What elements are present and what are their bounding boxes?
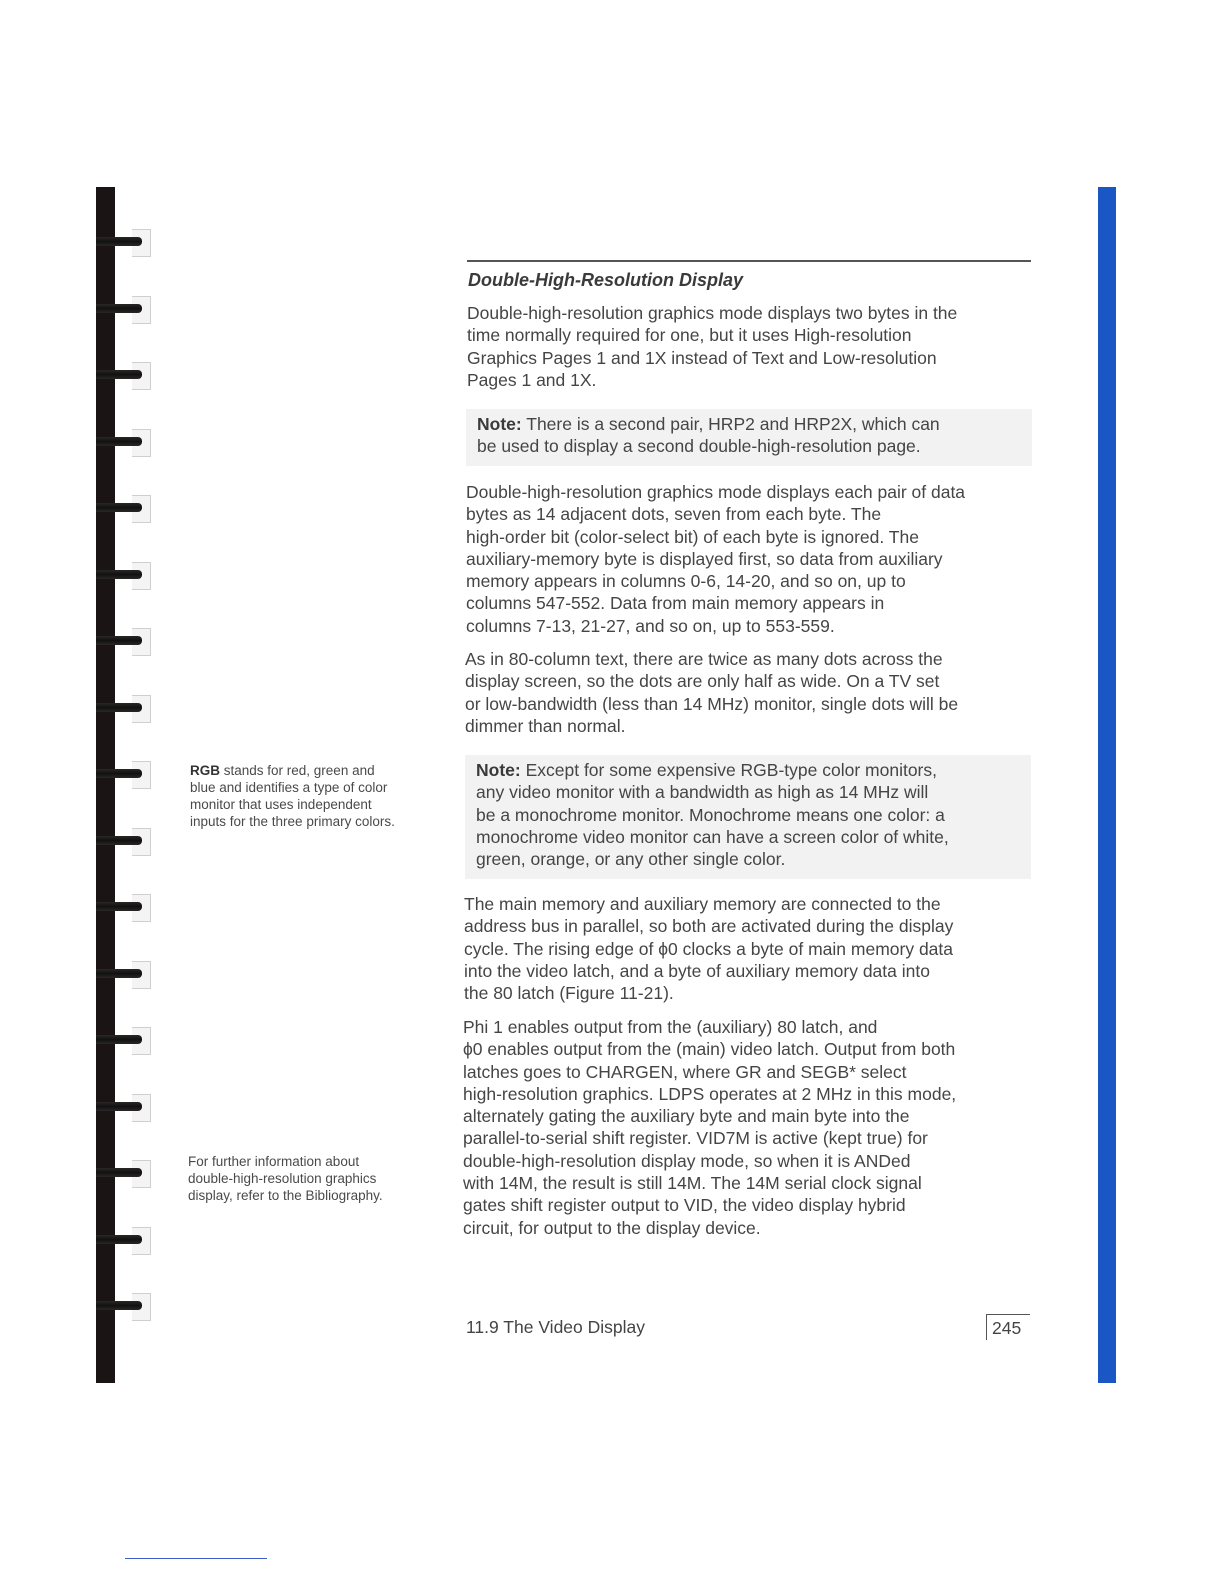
paragraph-line: high-resolution graphics. LDPS operates at 2 MHz in this mode, xyxy=(463,1083,957,1104)
spiral-loop xyxy=(96,894,154,922)
footer-section-title: 11.9 The Video Display xyxy=(466,1317,646,1337)
paragraph-line: bytes as 14 adjacent dots, seven from each byte. The xyxy=(466,504,882,525)
paragraph-line: with 14M, the result is still 14M. The 14M serial clock signal xyxy=(463,1173,922,1194)
paragraph-line: the 80 latch (Figure 11-21). xyxy=(464,983,674,1004)
note-line: be a monochrome monitor. Monochrome means one color: a xyxy=(476,804,945,825)
paragraph-line: dimmer than normal. xyxy=(465,715,626,736)
spiral-loop xyxy=(96,1160,154,1188)
sidenote-line: For further information about xyxy=(188,1154,360,1169)
binding-wire xyxy=(96,237,142,246)
spiral-loop xyxy=(96,429,154,457)
paragraph-line: circuit, for output to the display device. xyxy=(463,1217,761,1238)
spiral-loop xyxy=(96,1094,154,1122)
note-label: Note: xyxy=(477,414,522,434)
note-line: be used to display a second double-high-resolution page. xyxy=(477,436,921,457)
sidenote-term-rgb: RGB xyxy=(190,763,220,778)
paragraph-line: Phi 1 enables output from the (auxiliary) 80 latch, and xyxy=(463,1017,878,1037)
paragraph-line: latches goes to CHARGEN, where GR and SEGB* select xyxy=(463,1061,907,1082)
note-box-monochrome xyxy=(465,755,1031,879)
paragraph-line: address bus in parallel, so both are activated during the display xyxy=(464,916,954,937)
paragraph-line: Double-high-resolution graphics mode displays two bytes in the xyxy=(467,303,958,323)
paragraph-line: gates shift register output to VID, the video display hybrid xyxy=(463,1195,906,1216)
binding-wire xyxy=(96,437,142,446)
paragraph-line: Pages 1 and 1X. xyxy=(467,369,597,390)
sidenote-line: monitor that uses independent xyxy=(190,797,372,812)
spiral-loop xyxy=(96,828,154,856)
binding-wire xyxy=(96,1235,142,1244)
spiral-binding xyxy=(96,187,158,1383)
binding-wire xyxy=(96,1301,142,1310)
paragraph-line: alternately gating the auxiliary byte and main byte into the xyxy=(463,1106,910,1127)
spiral-loop xyxy=(96,695,154,723)
paragraph-line: Double-high-resolution graphics mode displays each pair of data xyxy=(466,482,966,502)
sidenote-line: blue and identifies a type of color xyxy=(190,780,388,795)
sidenote-rgb xyxy=(190,762,395,830)
paragraph-line: parallel-to-serial shift register. VID7M is active (kept true) for xyxy=(463,1128,928,1149)
spiral-loop xyxy=(96,761,154,789)
spiral-loop xyxy=(96,296,154,324)
note-line: monochrome video monitor can have a screen color of white, xyxy=(476,826,949,847)
bottom-rule xyxy=(125,1558,267,1559)
binding-wire xyxy=(96,1035,142,1044)
sidenote-line: display, refer to the Bibliography. xyxy=(188,1188,383,1203)
note-text: Except for some expensive RGB-type color monitors, xyxy=(520,760,937,780)
paragraph-line: columns 7-13, 21-27, and so on, up to 553-559. xyxy=(466,615,835,636)
binding-wire xyxy=(96,969,142,978)
paragraph-line: As in 80-column text, there are twice as many dots across the xyxy=(465,649,943,669)
paragraph-intro xyxy=(467,302,957,391)
binding-wire xyxy=(96,570,142,579)
sidenote-line: inputs for the three primary colors. xyxy=(190,814,395,829)
note-line: green, orange, or any other single color. xyxy=(476,849,786,870)
paragraph-line: cycle. The rising edge of ϕ0 clocks a byte of main memory data xyxy=(464,938,954,959)
paragraph-line: high-order bit (color-select bit) of each byte is ignored. The xyxy=(466,526,919,547)
spiral-loop xyxy=(96,362,154,390)
paragraph-memory-bus xyxy=(464,893,953,1004)
sidenote-bibliography xyxy=(188,1153,383,1204)
paragraph-line: into the video latch, and a byte of auxiliary memory data into xyxy=(464,960,930,981)
paragraph-line: auxiliary-memory byte is displayed first, so data from auxiliary xyxy=(466,548,943,569)
spiral-loop xyxy=(96,562,154,590)
section-rule xyxy=(467,260,1031,262)
binding-wire xyxy=(96,503,142,512)
binding-wire xyxy=(96,370,142,379)
spiral-loop xyxy=(96,229,154,257)
paragraph-line: columns 547-552. Data from main memory appears in xyxy=(466,593,885,614)
page-number: 245 xyxy=(986,1314,1030,1340)
spiral-loop xyxy=(96,1227,154,1255)
spiral-loop xyxy=(96,495,154,523)
note-text: There is a second pair, HRP2 and HRP2X, which can xyxy=(521,414,940,434)
binding-wire xyxy=(96,636,142,645)
blue-page-edge xyxy=(1098,187,1116,1383)
note-label: Note: xyxy=(476,760,521,780)
spiral-loop xyxy=(96,628,154,656)
note-box-hrp2 xyxy=(466,409,1032,466)
binding-wire xyxy=(96,703,142,712)
paragraph-line: memory appears in columns 0-6, 14-20, and so on, up to xyxy=(466,571,906,592)
sidenote-line: double-high-resolution graphics xyxy=(188,1171,377,1186)
section-title: Double-High-Resolution Display xyxy=(468,270,744,290)
paragraph-line: double-high-resolution display mode, so when it is ANDed xyxy=(463,1150,911,1171)
paragraph-output-latches xyxy=(463,1016,956,1239)
sidenote-text: stands for red, green and xyxy=(220,763,375,778)
paragraph-line: ϕ0 enables output from the (main) video latch. Output from both xyxy=(463,1039,956,1060)
paragraph-line: display screen, so the dots are only half as wide. On a TV set xyxy=(465,671,940,692)
paragraph-80-column xyxy=(465,648,958,737)
spiral-loop xyxy=(96,961,154,989)
paragraph-line: or low-bandwidth (less than 14 MHz) monitor, single dots will be xyxy=(465,693,959,714)
binding-wire xyxy=(96,836,142,845)
binding-wire xyxy=(96,304,142,313)
binding-wire xyxy=(96,902,142,911)
spiral-loop xyxy=(96,1293,154,1321)
paragraph-dot-layout xyxy=(466,481,965,637)
binding-wire xyxy=(96,769,142,778)
binding-wire xyxy=(96,1102,142,1111)
spiral-loop xyxy=(96,1027,154,1055)
paragraph-line: Graphics Pages 1 and 1X instead of Text and Low-resolution xyxy=(467,347,937,368)
binding-wire xyxy=(96,1168,142,1177)
paragraph-line: time normally required for one, but it uses High-resolution xyxy=(467,325,912,346)
paragraph-line: The main memory and auxiliary memory are connected to the xyxy=(464,894,941,914)
note-line: any video monitor with a bandwidth as high as 14 MHz will xyxy=(476,782,929,803)
